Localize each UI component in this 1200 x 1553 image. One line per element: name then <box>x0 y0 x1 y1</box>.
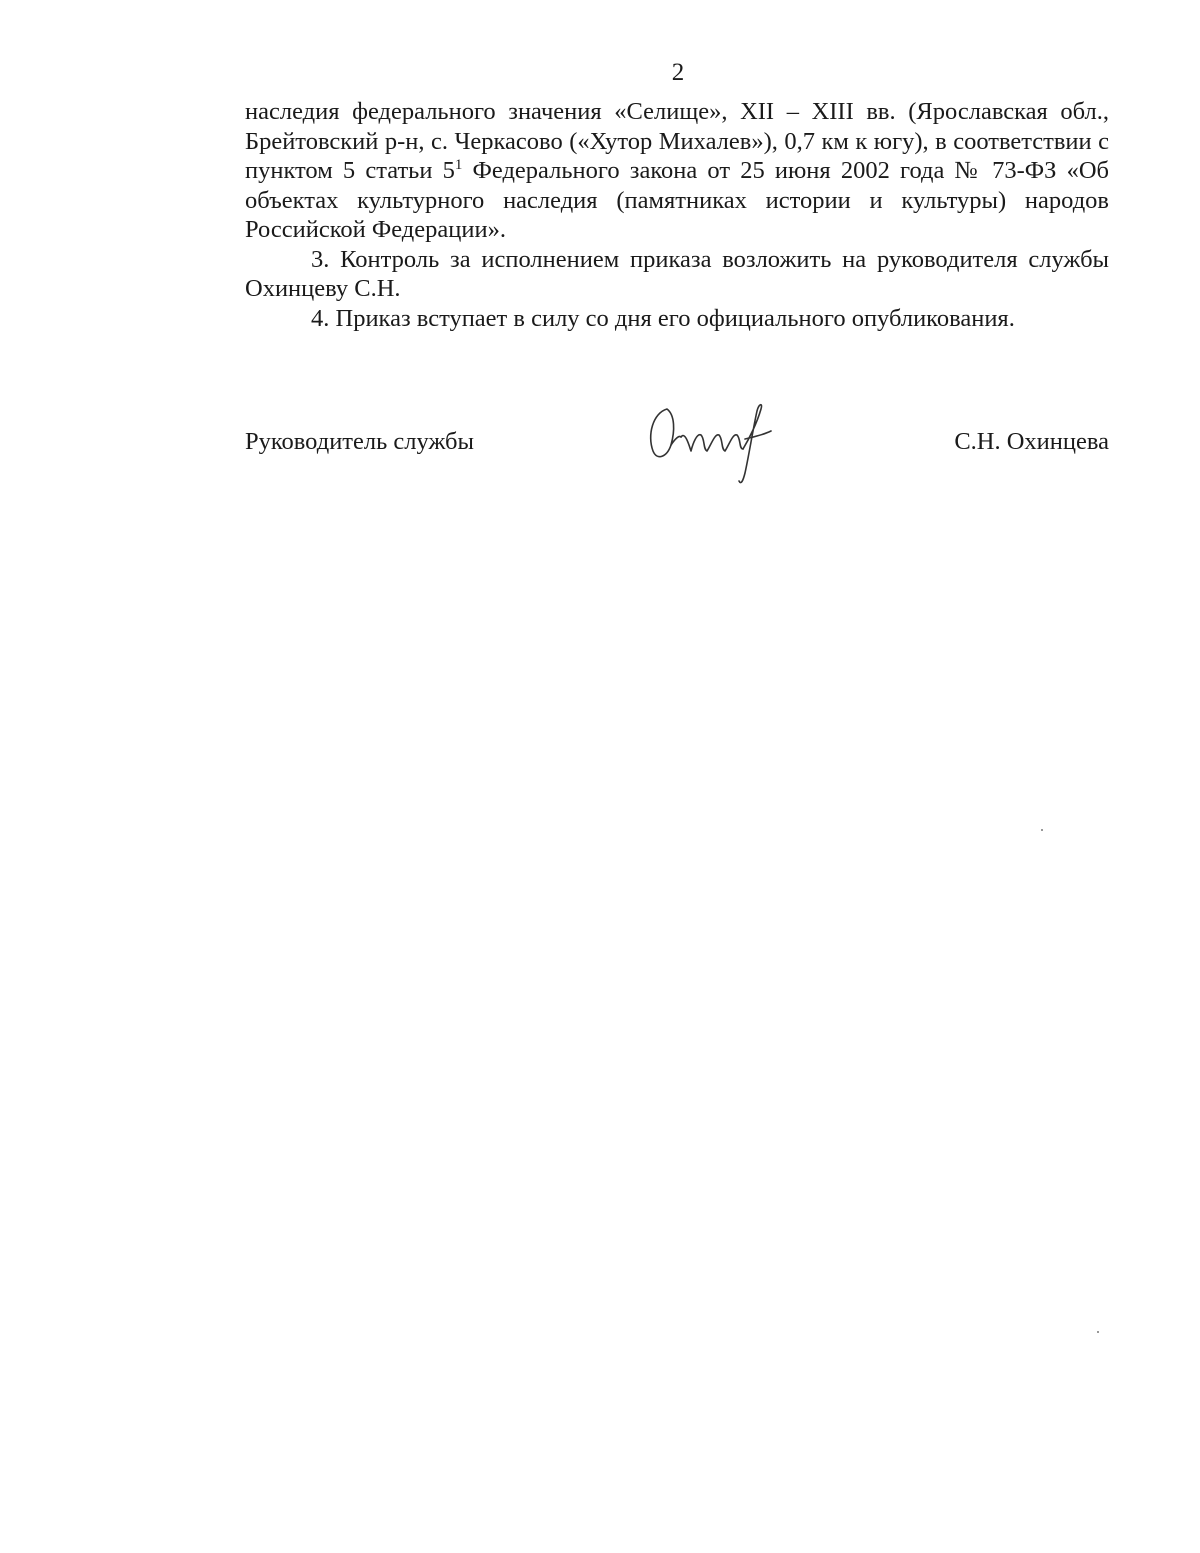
signatory-title: Руководитель службы <box>245 428 474 455</box>
paragraph-item-3: 3. Контроль за исполнением приказа возложить на руководителя службы Охинцеву С.Н. <box>245 245 1109 302</box>
handwritten-signature <box>645 395 785 490</box>
paragraph-text: наследия федерального значения «Селище», XII – XIII вв. (Ярославская обл., Брейтовский р-н, с. Черкасово («Хутор Михалев»), 0,7 км к югу), в соответствии с пунктом 5 статьи 5 <box>245 98 1109 184</box>
scan-artifact <box>1097 1331 1099 1333</box>
paragraph-continuation <box>245 97 1109 245</box>
signature-block <box>245 395 1109 495</box>
document-body <box>245 97 1109 333</box>
paragraph-item-4: 4. Приказ вступает в силу со дня его официального опубликования. <box>311 304 1015 332</box>
page-number: 2 <box>671 59 685 86</box>
paragraph-text: Федерального закона от 25 июня 2002 года № 73-ФЗ «Об объектах культурного наследия (памятниках истории и культуры) народов Российской Федерации». <box>245 157 1109 243</box>
superscript: 1 <box>454 156 463 173</box>
scan-artifact <box>1041 829 1043 831</box>
signatory-name: С.Н. Охинцева <box>954 428 1109 455</box>
